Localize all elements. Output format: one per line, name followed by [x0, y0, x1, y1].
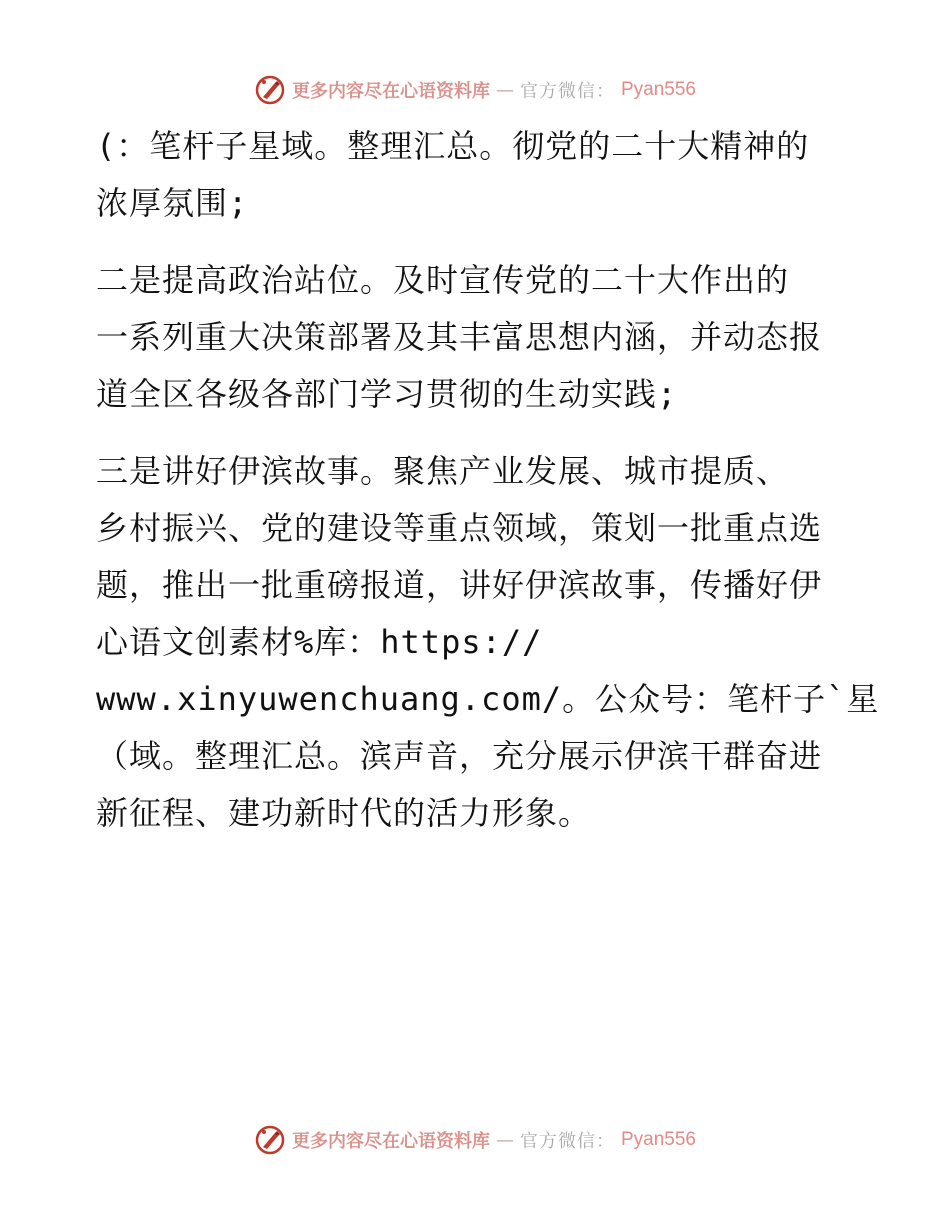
banner-separator: —: [495, 1129, 514, 1151]
text-line: 二是提高政治站位。及时宣传党的二十大作出的: [96, 261, 790, 299]
banner-wechat-id: Pyan556: [620, 1129, 696, 1150]
paragraph-1: [96, 118, 856, 232]
paragraph-3: [96, 443, 880, 842]
text-line: 三是讲好伊滨故事。聚焦产业发展、城市提质、: [96, 452, 790, 490]
banner-wechat-label: 官方微信：: [519, 81, 615, 102]
text-line: www.xinyuwenchuang.com/。公众号：笔杆子`星: [96, 680, 880, 718]
header-banner-content: [254, 74, 696, 106]
text-line: 乡村振兴、党的建设等重点领域，策划一批重点选: [96, 509, 823, 547]
pen-nib-circle-icon: [254, 1124, 286, 1156]
pen-nib-circle-icon: [254, 74, 286, 106]
banner-separator: —: [495, 79, 514, 101]
text-line: （域。整理汇总。滨声音，充分展示伊滨干群奋进: [96, 737, 823, 775]
text-line: (：笔杆子星域。整理汇总。彻党的二十大精神的: [96, 127, 810, 165]
text-line: 题，推出一批重磅报道，讲好伊滨故事，传播好伊: [96, 566, 823, 604]
header-banner: [0, 70, 950, 110]
document-body: [96, 118, 880, 842]
text-line: 浓厚氛围;: [96, 184, 249, 222]
text-line: 道全区各级各部门学习贯彻的生动实践;: [96, 375, 678, 413]
banner-wechat-id: Pyan556: [620, 79, 696, 100]
paragraph-2: [96, 252, 856, 423]
banner-slogan: 更多内容尽在心语资料库: [291, 1131, 490, 1152]
banner-slogan: 更多内容尽在心语资料库: [291, 81, 490, 102]
text-line: 新征程、建功新时代的活力形象。: [96, 794, 592, 832]
text-line: 一系列重大决策部署及其丰富思想内涵，并动态报: [96, 318, 823, 356]
text-line: 心语文创素材%库：https://: [96, 623, 543, 661]
banner-wechat-label: 官方微信：: [519, 1131, 615, 1152]
footer-banner-content: [254, 1124, 696, 1156]
footer-banner: [0, 1120, 950, 1160]
